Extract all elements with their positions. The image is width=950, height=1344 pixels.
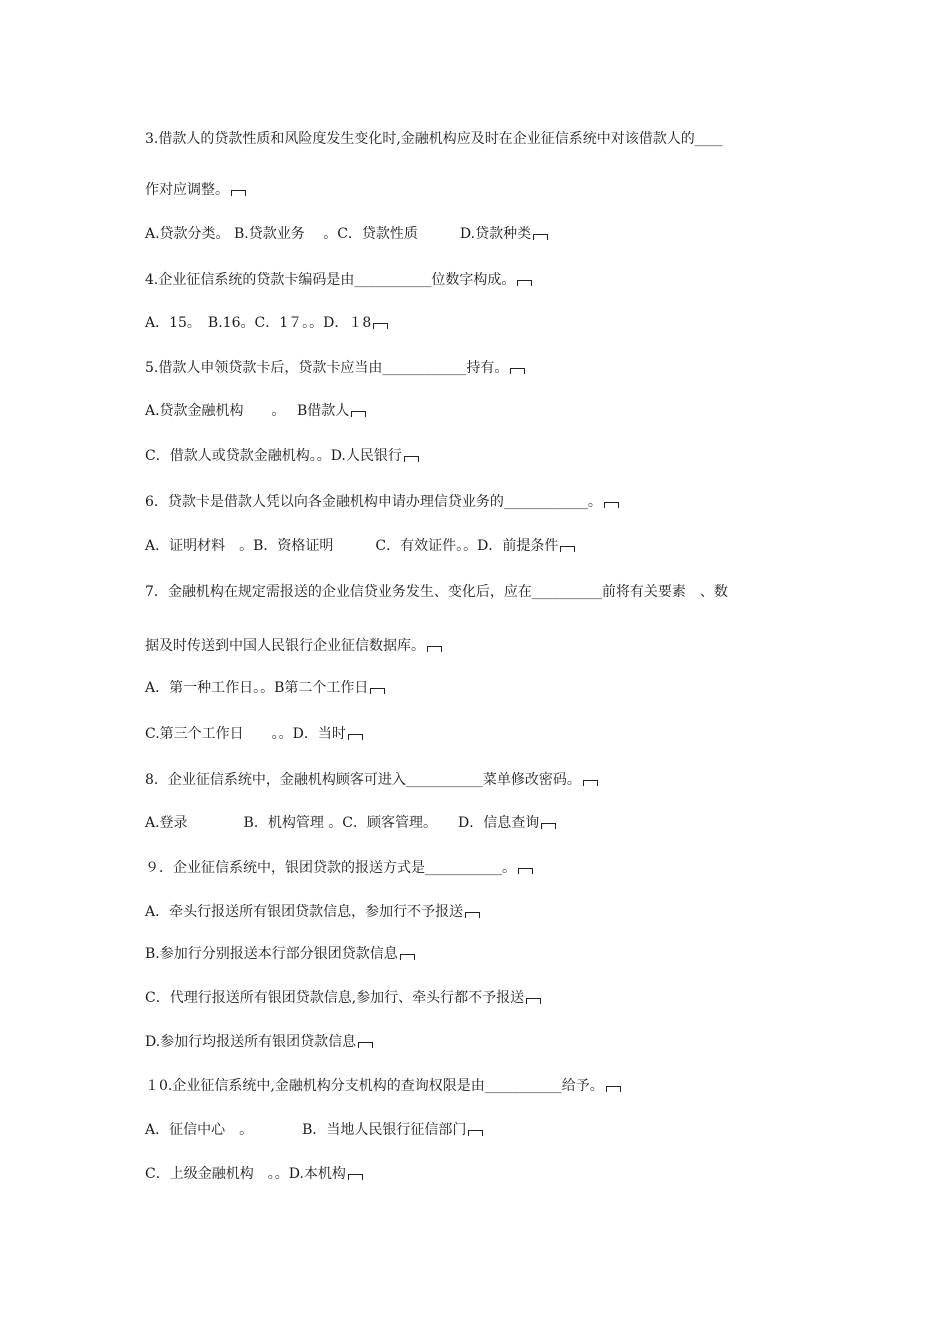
question-6-stem: 6．贷款卡是借款人凭以向各金融机构申请办理信贷业务的____________。 — [145, 493, 619, 511]
question-10-stem: １0.企业征信系统中,金融机构分支机构的查询权限是由___________给予。 — [145, 1077, 621, 1095]
question-8-options: A.登录 B．机构管理 。C．顾客管理。 D．信息查询 — [145, 814, 556, 832]
question-5-stem: 5.借款人申领贷款卡后，贷款卡应当由____________持有。 — [145, 359, 525, 377]
paragraph-mark-icon — [510, 368, 525, 374]
question-7-stem-cont: 据及时传送到中国人民银行企业征信数据库。 — [145, 637, 442, 655]
question-10-options-cd: C．上级金融机构 。。D.本机构 — [145, 1165, 363, 1183]
paragraph-mark-icon — [518, 868, 533, 874]
question-7-options-ab: A．第一种工作日。。B第二个工作日 — [145, 679, 385, 697]
question-3-stem-cont: 作对应调整。 — [145, 181, 246, 199]
question-9-option-d: D.参加行均报送所有银团贷款信息 — [145, 1033, 373, 1051]
question-5-options-cd: C．借款人或贷款金融机构。。D.人民银行 — [145, 447, 419, 465]
question-6-options: A．证明材料 。B．资格证明 C．有效证件。。D．前提条件 — [145, 537, 575, 555]
paragraph-mark-icon — [348, 734, 363, 740]
paragraph-mark-icon — [606, 1086, 621, 1092]
paragraph-mark-icon — [358, 1042, 373, 1048]
paragraph-mark-icon — [427, 646, 442, 652]
paragraph-mark-icon — [533, 234, 548, 240]
paragraph-mark-icon — [465, 912, 480, 918]
paragraph-mark-icon — [404, 456, 419, 462]
question-9-option-a: A．牵头行报送所有银团贷款信息，参加行不予报送 — [145, 903, 480, 921]
question-9-option-c: C．代理行报送所有银团贷款信息,参加行、牵头行都不予报送 — [145, 989, 541, 1007]
question-4-stem: 4.企业征信系统的贷款卡编码是由___________位数字构成。 — [145, 271, 532, 289]
paragraph-mark-icon — [468, 1130, 483, 1136]
paragraph-mark-icon — [348, 1174, 363, 1180]
paragraph-mark-icon — [400, 954, 415, 960]
paragraph-mark-icon — [517, 280, 532, 286]
question-7-options-cd: C.第三个工作日 。。D．当时 — [145, 725, 363, 743]
question-7-stem: 7．金融机构在规定需报送的企业信贷业务发生、变化后，应在__________前将有关要素 、数 — [145, 584, 728, 600]
paragraph-mark-icon — [541, 823, 556, 829]
question-3-stem: 3.借款人的贷款性质和风险度发生变化时,金融机构应及时在企业征信系统中对该借款人的____ — [145, 131, 723, 147]
question-9-option-b: B.参加行分别报送本行部分银团贷款信息 — [145, 945, 415, 963]
question-10-options-ab: A．征信中心 。 B．当地人民银行征信部门 — [145, 1121, 483, 1139]
paragraph-mark-icon — [583, 780, 598, 786]
question-3-options: A.贷款分类。 B.贷款业务 。C．贷款性质 D.贷款种类 — [145, 225, 548, 243]
paragraph-mark-icon — [231, 190, 246, 196]
paragraph-mark-icon — [526, 998, 541, 1004]
paragraph-mark-icon — [604, 502, 619, 508]
paragraph-mark-icon — [370, 688, 385, 694]
paragraph-mark-icon — [373, 323, 388, 329]
question-5-options-ab: A.贷款金融机构 。 B借款人 — [145, 402, 366, 420]
question-4-options: A．15。 B.16。C．1７。。D．１8 — [145, 314, 388, 332]
paragraph-mark-icon — [560, 546, 575, 552]
paragraph-mark-icon — [351, 411, 366, 417]
question-9-stem: ９．企业征信系统中，银团贷款的报送方式是___________。 — [145, 859, 533, 877]
question-8-stem: 8．企业征信系统中，金融机构顾客可进入___________菜单修改密码。 — [145, 771, 598, 789]
